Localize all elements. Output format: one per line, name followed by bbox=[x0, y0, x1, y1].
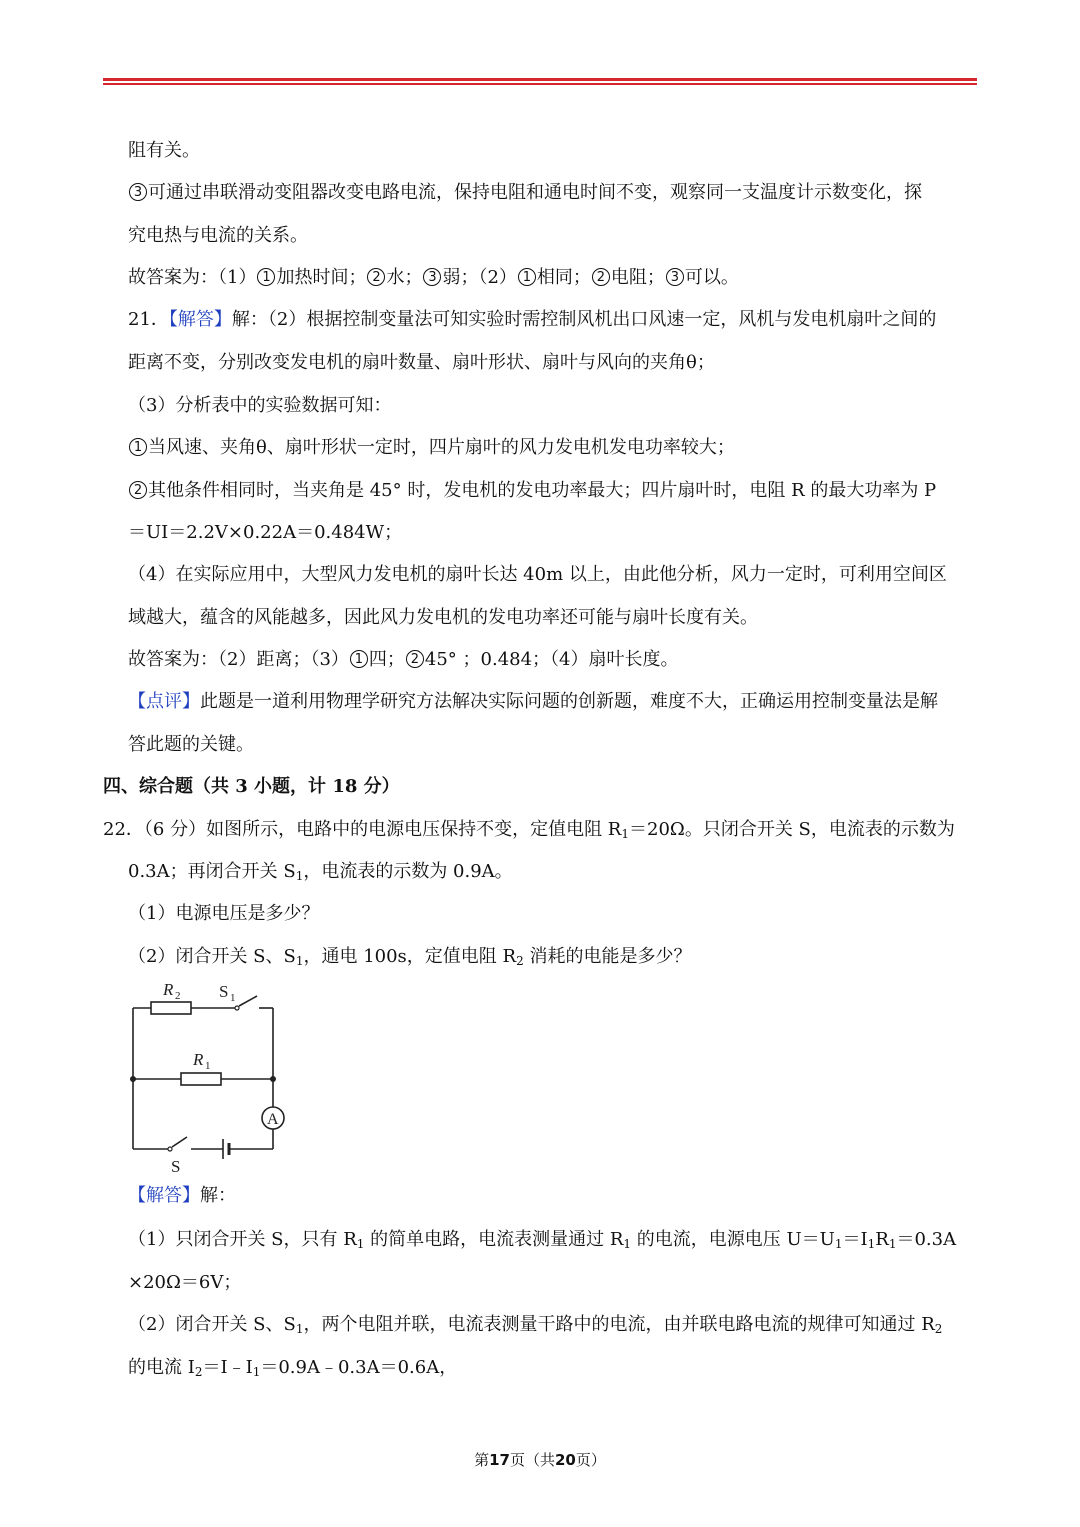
text-line: 究电热与电流的关系。 bbox=[128, 225, 308, 246]
comment-tag: 【点评】 bbox=[128, 691, 200, 712]
resistor-r2 bbox=[151, 1002, 191, 1014]
circled-number: 3 bbox=[129, 183, 147, 201]
circled-number: 2 bbox=[592, 268, 610, 286]
text-line: 2 其他条件相同时，当夹角是 45° 时，发电机的发电功率最大；四片扇叶时，电阻 R 的最大功率为 P bbox=[128, 479, 936, 503]
svg-text:2: 2 bbox=[175, 990, 181, 1002]
circled-number: 2 bbox=[367, 268, 385, 286]
switch-s1 bbox=[239, 996, 257, 1006]
text-line: （4）在实际应用中，大型风力发电机的扇叶长达 40m 以上，由此他分析，风力一定时，可利用空间区 bbox=[128, 564, 947, 585]
junction-node bbox=[130, 1076, 136, 1082]
section-heading: 四、综合题（共 3 小题，计 18 分） bbox=[103, 776, 400, 797]
svg-text:1: 1 bbox=[205, 1060, 211, 1072]
circled-number: 2 bbox=[406, 650, 424, 668]
circuit-diagram bbox=[125, 975, 295, 1180]
text-line: 21．【解答】解：（2）根据控制变量法可知实验时需控制风机出口风速一定，风机与发电机扇叶之间的 bbox=[128, 309, 937, 330]
solution-line: （1）只闭合开关 S，只有 $R_1$ 的简单电路，电流表测量通过 $R_1$ 的电流，电源电压 $U=U_1=I_1R_1=0.3A$ bbox=[128, 1229, 957, 1251]
junction-node bbox=[270, 1076, 276, 1082]
circled-number: 1 bbox=[518, 268, 536, 286]
circled-number: 3 bbox=[423, 268, 441, 286]
label-r2: R bbox=[163, 980, 174, 999]
label-r1: R bbox=[193, 1050, 204, 1069]
comment-line: 【点评】此题是一道利用物理学研究方法解决实际问题的创新题，难度不大，正确运用控制变量法是解 bbox=[128, 691, 938, 712]
text-line: ＝UI＝2.2V×0.22A＝0.484W； bbox=[128, 522, 403, 543]
answer-line: 故答案为：（1） 1 加热时间； 2 水； 3 弱；（2） 1 相同； 2 电阻； 3 可以。 bbox=[128, 267, 739, 288]
svg-text:1: 1 bbox=[230, 992, 236, 1004]
solution-tag: 【解答】 bbox=[168, 309, 232, 330]
text-line: （3）分析表中的实验数据可知： bbox=[128, 395, 392, 416]
text-line: 答此题的关键。 bbox=[128, 734, 254, 755]
solution-line: （2）闭合开关 S、$S_1$，两个电阻并联，电流表测量干路中的电流，由并联电路电流的规律可知通过 $R_2$ bbox=[128, 1314, 943, 1336]
solution-tag: 【解答】 bbox=[128, 1185, 200, 1206]
question-text: 0.3A；再闭合开关 $S_1$，电流表的示数为 0.9A。 bbox=[128, 861, 513, 883]
answer-line: 故答案为：（2）距离；（3） 1 四； 2 45° ；0.484；（4）扇叶长度。 bbox=[128, 649, 679, 670]
label-s1: S bbox=[219, 982, 229, 1001]
question-text: （1）电源电压是多少？ bbox=[128, 903, 320, 924]
solution-line: 的电流 $I_2=I﹣I_1=0.9A﹣0.3A=0.6A$， bbox=[128, 1357, 458, 1379]
resistor-r1 bbox=[181, 1073, 221, 1085]
solution-line: 【解答】解： bbox=[128, 1185, 236, 1206]
text-line: 距离不变，分别改变发电机的扇叶数量、扇叶形状、扇叶与风向的夹角θ； bbox=[128, 352, 715, 373]
text-line: 3 可通过串联滑动变阻器改变电路电流，保持电阻和通电时间不变，观察同一支温度计示数变化，探 bbox=[128, 181, 976, 205]
header-rule-bottom bbox=[103, 83, 977, 85]
page-footer: 第17页（共20页） bbox=[474, 1451, 606, 1469]
label-s: S bbox=[171, 1157, 181, 1176]
question-text: 22．（6 分）如图所示，电路中的电源电压保持不变，定值电阻 $R_1=20\Omega$。只闭合开关 S，电流表的示数为 bbox=[103, 819, 955, 841]
circled-number: 1 bbox=[350, 650, 368, 668]
circled-number: 1 bbox=[257, 268, 275, 286]
label-ammeter: A bbox=[267, 1111, 279, 1128]
circled-number: 3 bbox=[666, 268, 684, 286]
switch-s bbox=[172, 1137, 187, 1147]
text-line: 域越大，蕴含的风能越多，因此风力发电机的发电功率还可能与扇叶长度有关。 bbox=[128, 607, 758, 628]
circled-number: 2 bbox=[129, 481, 147, 499]
solution-line: ×20Ω＝6V； bbox=[128, 1272, 242, 1293]
header-rule-top bbox=[103, 78, 977, 81]
question-text: （2）闭合开关 S、$S_1$，通电 100s，定值电阻 $R_2$ 消耗的电能是多少？ bbox=[128, 946, 692, 968]
text-line: 阻有关。 bbox=[128, 140, 200, 161]
circled-number: 1 bbox=[129, 438, 147, 456]
page-number: 17 bbox=[489, 1451, 510, 1469]
text-line: 1 当风速、夹角θ、扇叶形状一定时，四片扇叶的风力发电机发电功率较大； bbox=[128, 436, 735, 460]
total-pages: 20 bbox=[555, 1451, 576, 1469]
